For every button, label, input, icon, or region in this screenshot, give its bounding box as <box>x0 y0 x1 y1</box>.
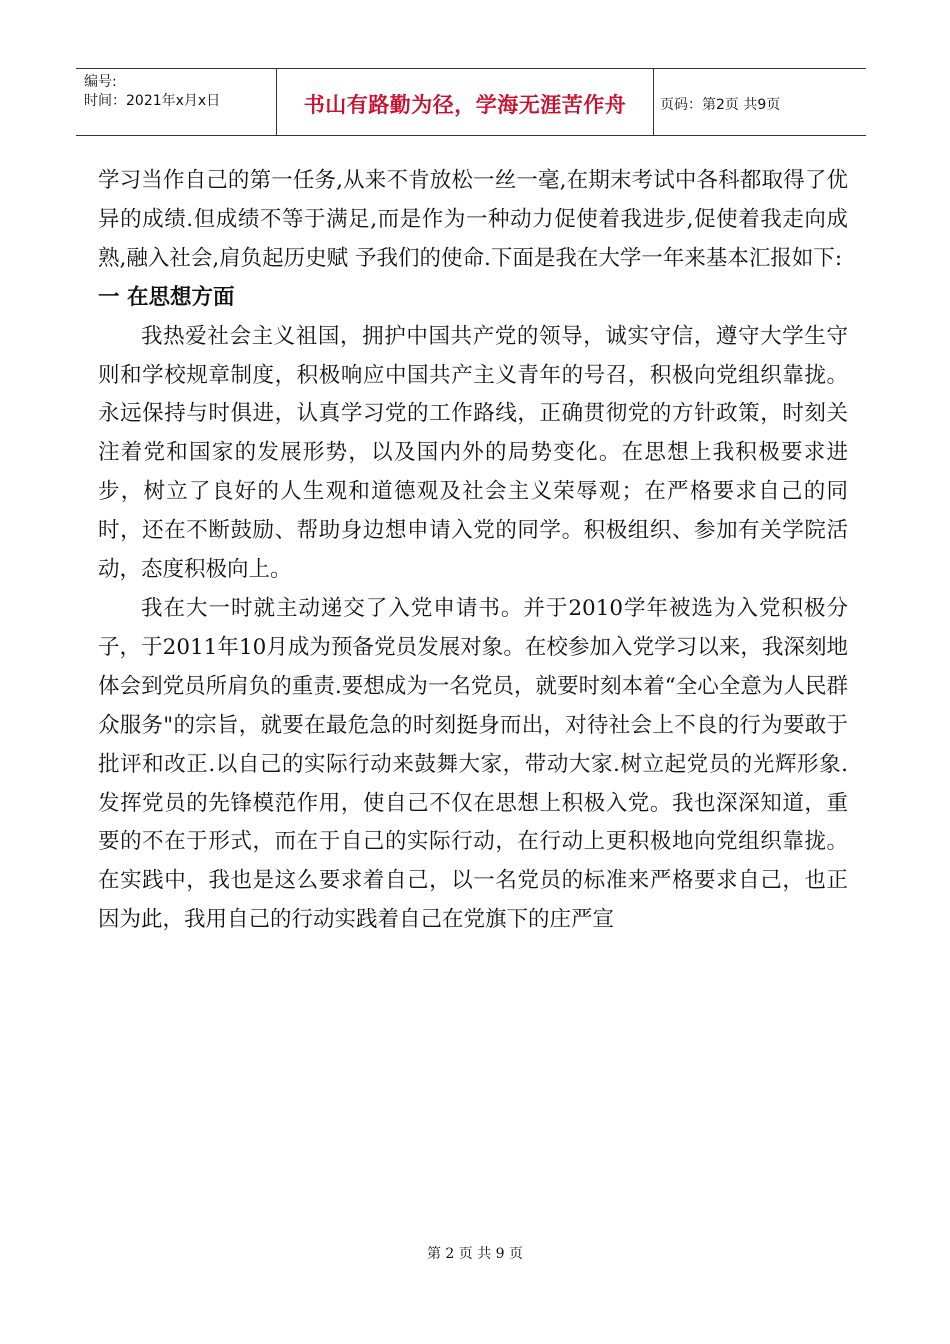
paragraph-thought: 我热爱社会主义祖国，拥护中国共产党的领导，诚实守信，遵守大学生守则和学校规章制度，积极响应中国共产主义青年的号召，积极向党组织靠拢。永远保持与时俱进，认真学习党的工作路线，正确贯彻党的方针政策，时刻关注着党和国家的发展形势，以及国内外的局势变化。在思想上我积极要求进步，树立了良好的人生观和道德观及社会主义荣辱观；在严格要求自己的同时，还在不断鼓励、帮助身边想申请入党的同学。积极组织、参加有关学院活动，态度积极向上。 <box>98 323 848 583</box>
date-label: 时间：2021年x月x日 <box>84 93 221 109</box>
header-page-cell <box>654 69 866 135</box>
document-header <box>76 68 866 136</box>
page-label: 页码：第2页 共9页 <box>660 97 781 113</box>
page-footer <box>0 1243 950 1263</box>
paragraph-party: 我在大一时就主动递交了入党申请书。并于2010学年被选为入党积极分子，于2011年10月成为预备党员发展对象。在校参加入党学习以来，我深刻地体会到党员所肩负的重责.要想成为一名党员，就要时刻本着“全心全意为人民群众服务"的宗旨，就要在最危急的时刻挺身而出，对待社会上不良的行为要敢于批评和改正.以自己的实际行动来鼓舞大家，带动大家.树立起党员的光辉形象.发挥党员的先锋模范作用，使自己不仅在思想上积极入党。我也深深知道，重要的不在于形式，而在于自己的实际行动，在行动上更积极地向党组织靠拢。在实践中，我也是这么要求着自己，以一名党员的标准来严格要求自己，也正因为此，我用自己的行动实践着自己在党旗下的庄严宣 <box>98 595 848 933</box>
section-heading: 一 在思想方面 <box>98 284 235 310</box>
number-label: 编号: <box>84 74 117 90</box>
motto-text: 书山有路勤为径，学海无涯苦作舟 <box>303 93 627 117</box>
header-meta <box>76 69 277 135</box>
document-body <box>98 162 848 940</box>
paragraph-intro: 学习当作自己的第一任务,从来不肯放松一丝一毫,在期末考试中各科都取得了优异的成绩.但成绩不等于满足,而是作为一种动力促使着我进步,促使着我走向成熟,融入社会,肩负起历史赋 予我们的使命.下面是我在大学一年来基本汇报如下: <box>98 168 848 271</box>
header-motto-cell <box>277 69 654 135</box>
footer-page-number: 第 2 页 共 9 页 <box>426 1246 524 1262</box>
